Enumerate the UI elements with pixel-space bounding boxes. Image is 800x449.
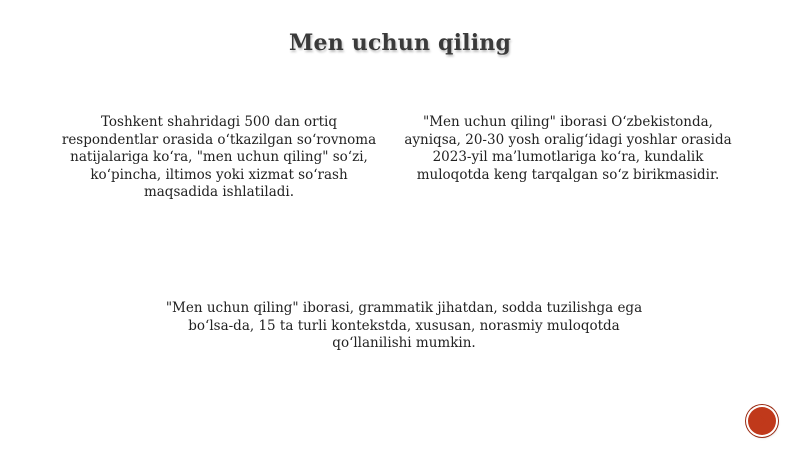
chevron-right-icon — [748, 407, 776, 435]
next-slide-button[interactable] — [748, 407, 776, 435]
paragraph-right: "Men uchun qiling" iborasi O‘zbekistonda, ayniqsa, 20-30 yosh oralig‘idagi yoshlar orasida 2023-yil ma’lumotlariga ko‘ra, kundalik muloqotda keng tarqalgan so‘z birikmasidir. — [404, 114, 732, 183]
slide-title: Men uchun qiling — [288, 30, 512, 56]
paragraph-left: Toshkent shahridagi 500 dan ortiq respondentlar orasida o‘tkazilgan so‘rovnoma natijalariga ko‘ra, "men uchun qiling" so‘zi, ko‘pincha, iltimos yoki xizmat so‘rash maqsadida ishlatiladi. — [61, 114, 377, 200]
paragraph-bottom: "Men uchun qiling" iborasi, grammatik jihatdan, sodda tuzilishga ega bo‘lsa-da, 15 ta turli kontekstda, xususan, norasmiy muloqotda qo‘llanilishi mumkin. — [165, 300, 643, 351]
